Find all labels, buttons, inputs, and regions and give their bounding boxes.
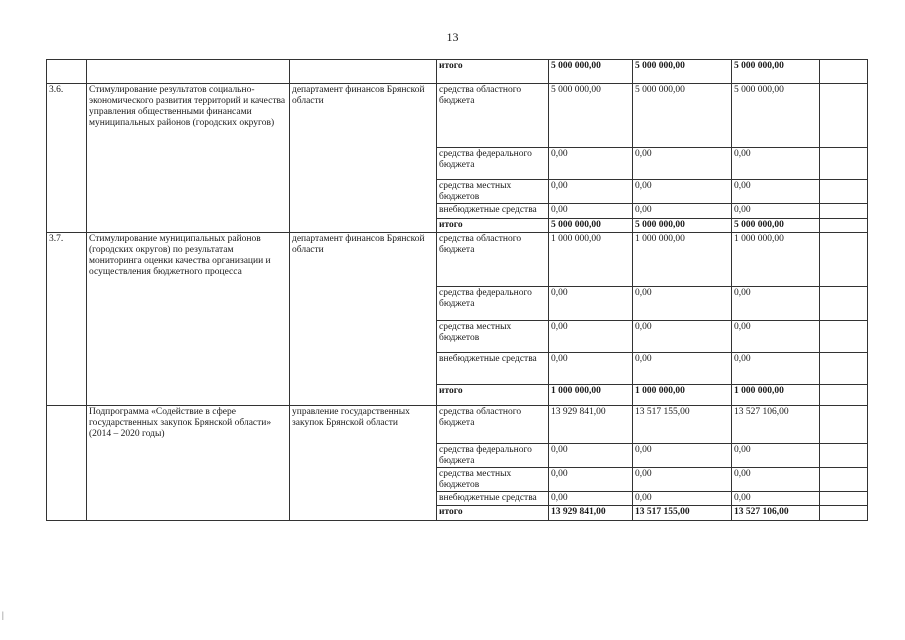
empty-cell	[820, 204, 868, 219]
amount-year-3: 5 000 000,00	[732, 219, 820, 233]
amount-year-2: 5 000 000,00	[633, 60, 732, 84]
amount-year-2: 0,00	[633, 204, 732, 219]
empty-cell	[820, 444, 868, 468]
amount-year-3: 0,00	[732, 287, 820, 321]
amount-year-3: 5 000 000,00	[732, 60, 820, 84]
empty-cell	[820, 219, 868, 233]
margin-mark: |	[2, 610, 4, 620]
empty-cell	[820, 233, 868, 287]
amount-year-3: 0,00	[732, 180, 820, 204]
amount-year-3: 5 000 000,00	[732, 84, 820, 148]
item-number: 3.7.	[47, 233, 87, 406]
empty-cell	[820, 180, 868, 204]
budget-table	[46, 59, 868, 521]
amount-year-3: 0,00	[732, 353, 820, 385]
amount-year-1: 0,00	[549, 492, 633, 506]
funding-source: внебюджетные средства	[437, 492, 549, 506]
amount-year-1: 5 000 000,00	[549, 219, 633, 233]
item-number: 3.6.	[47, 84, 87, 233]
item-number	[47, 60, 87, 84]
funding-source: средства местных бюджетов	[437, 321, 549, 353]
amount-year-1: 5 000 000,00	[549, 84, 633, 148]
amount-year-3: 1 000 000,00	[732, 233, 820, 287]
amount-year-2: 0,00	[633, 321, 732, 353]
total-label: итого	[437, 506, 549, 521]
empty-cell	[820, 406, 868, 444]
amount-year-3: 1 000 000,00	[732, 385, 820, 406]
amount-year-2: 5 000 000,00	[633, 219, 732, 233]
item-executor	[290, 60, 437, 84]
item-name	[87, 60, 290, 84]
amount-year-2: 0,00	[633, 468, 732, 492]
item-name: Стимулирование результатов социально-экономического развития территорий и качества управления общественными финансами муниципальных районов (городских округов)	[87, 84, 290, 233]
empty-cell	[820, 60, 868, 84]
empty-cell	[820, 468, 868, 492]
funding-source: средства областного бюджета	[437, 233, 549, 287]
table-row	[47, 406, 868, 444]
empty-cell	[820, 492, 868, 506]
item-name: Подпрограмма «Содействие в сфере государственных закупок Брянской области» (2014 – 2020 годы)	[87, 406, 290, 521]
amount-year-1: 0,00	[549, 204, 633, 219]
amount-year-2: 0,00	[633, 287, 732, 321]
amount-year-1: 1 000 000,00	[549, 233, 633, 287]
funding-source: средства областного бюджета	[437, 406, 549, 444]
total-label: итого	[437, 60, 549, 84]
funding-source: внебюджетные средства	[437, 204, 549, 219]
amount-year-1: 0,00	[549, 148, 633, 180]
amount-year-2: 13 517 155,00	[633, 506, 732, 521]
amount-year-3: 0,00	[732, 204, 820, 219]
amount-year-2: 0,00	[633, 148, 732, 180]
item-executor: департамент финансов Брянской области	[290, 84, 437, 233]
amount-year-3: 0,00	[732, 148, 820, 180]
amount-year-1: 0,00	[549, 180, 633, 204]
total-label: итого	[437, 385, 549, 406]
empty-cell	[820, 506, 868, 521]
page-number: 13	[446, 30, 459, 44]
amount-year-2: 13 517 155,00	[633, 406, 732, 444]
empty-cell	[820, 321, 868, 353]
amount-year-1: 0,00	[549, 287, 633, 321]
amount-year-3: 0,00	[732, 468, 820, 492]
table-row	[47, 84, 868, 148]
empty-cell	[820, 385, 868, 406]
amount-year-3: 13 527 106,00	[732, 506, 820, 521]
amount-year-2: 1 000 000,00	[633, 233, 732, 287]
amount-year-3: 0,00	[732, 492, 820, 506]
funding-source: средства федерального бюджета	[437, 148, 549, 180]
funding-source: средства федерального бюджета	[437, 444, 549, 468]
amount-year-2: 1 000 000,00	[633, 385, 732, 406]
empty-cell	[820, 287, 868, 321]
amount-year-1: 0,00	[549, 353, 633, 385]
empty-cell	[820, 353, 868, 385]
amount-year-2: 0,00	[633, 492, 732, 506]
total-label: итого	[437, 219, 549, 233]
funding-source: средства областного бюджета	[437, 84, 549, 148]
funding-source: средства местных бюджетов	[437, 468, 549, 492]
amount-year-3: 13 527 106,00	[732, 406, 820, 444]
amount-year-2: 0,00	[633, 444, 732, 468]
item-name: Стимулирование муниципальных районов (городских округов) по результатам мониторинга оценки качества организации и осуществления бюджетного процесса	[87, 233, 290, 406]
amount-year-1: 13 929 841,00	[549, 406, 633, 444]
amount-year-3: 0,00	[732, 321, 820, 353]
amount-year-2: 0,00	[633, 353, 732, 385]
amount-year-2: 5 000 000,00	[633, 84, 732, 148]
amount-year-1: 5 000 000,00	[549, 60, 633, 84]
empty-cell	[820, 148, 868, 180]
amount-year-3: 0,00	[732, 444, 820, 468]
item-number	[47, 406, 87, 521]
amount-year-2: 0,00	[633, 180, 732, 204]
table-row	[47, 233, 868, 287]
item-executor: департамент финансов Брянской области	[290, 233, 437, 406]
amount-year-1: 13 929 841,00	[549, 506, 633, 521]
funding-source: внебюджетные средства	[437, 353, 549, 385]
empty-cell	[820, 84, 868, 148]
amount-year-1: 0,00	[549, 321, 633, 353]
table-row	[47, 60, 868, 84]
item-executor: управление государственных закупок Брянской области	[290, 406, 437, 521]
amount-year-1: 0,00	[549, 444, 633, 468]
amount-year-1: 0,00	[549, 468, 633, 492]
funding-source: средства местных бюджетов	[437, 180, 549, 204]
funding-source: средства федерального бюджета	[437, 287, 549, 321]
amount-year-1: 1 000 000,00	[549, 385, 633, 406]
